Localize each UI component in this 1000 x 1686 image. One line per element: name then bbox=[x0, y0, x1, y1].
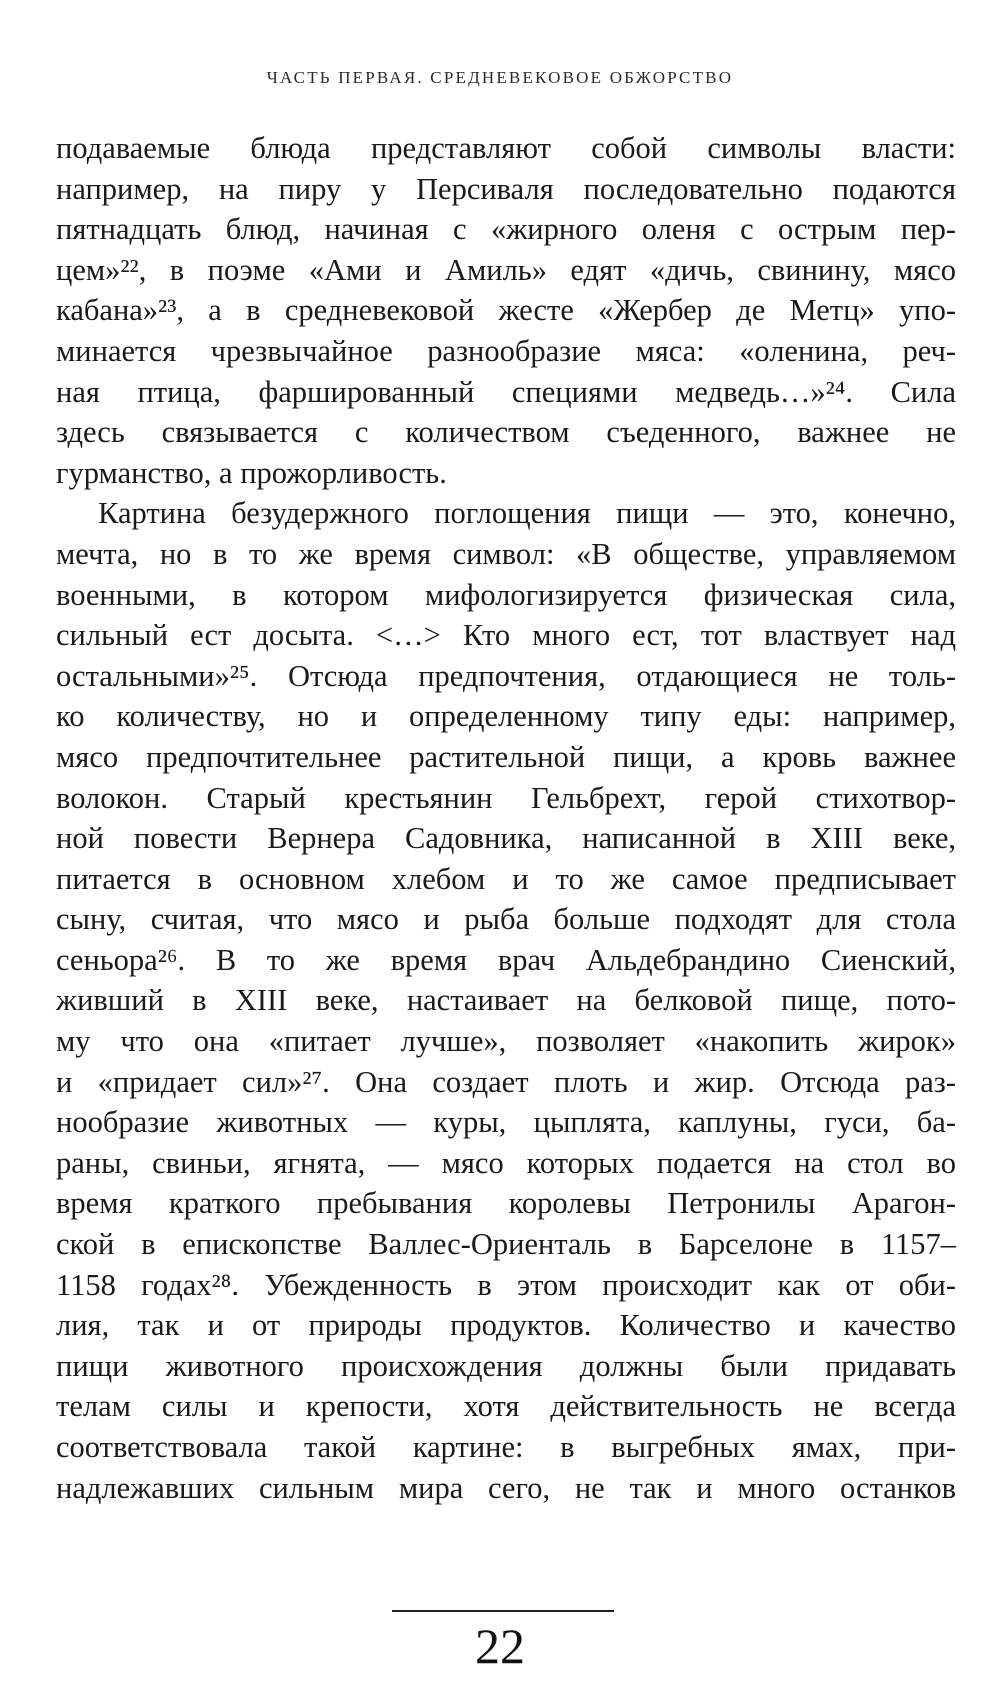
body-text bbox=[56, 128, 956, 1508]
text-line: ная птица, фаршированный специями медведь…»²⁴. Сила bbox=[56, 374, 956, 409]
running-head: ЧАСТЬ ПЕРВАЯ. СРЕДНЕВЕКОВОЕ ОБЖОРСТВО bbox=[266, 68, 734, 87]
text-line: военными, в котором мифологизируется физическая сила, bbox=[56, 577, 956, 612]
text-line: 1158 годах²⁸. Убежденность в этом происходит как от оби- bbox=[56, 1267, 956, 1302]
text-line: подаваемые блюда представляют собой символы власти: bbox=[56, 131, 956, 165]
text-line: волокон. Старый крестьянин Гельбрехт, герой стихотвор- bbox=[56, 780, 956, 815]
text-line: ской в епископстве Валлес-Ориенталь в Барселоне в 1157– bbox=[56, 1227, 956, 1262]
text-line: минается чрезвычайное разнообразие мяса: «оленина, реч- bbox=[56, 333, 956, 368]
text-line: сильный ест досыта. <…> Кто много ест, тот властвует над bbox=[56, 618, 956, 653]
text-line: ной повести Вернера Садовника, написанной в XIII веке, bbox=[56, 821, 956, 856]
text-line: гурманство, а прожорливость. bbox=[56, 455, 447, 490]
text-line: пищи животного происхождения должны были придавать bbox=[56, 1348, 956, 1383]
text-line: кабана»²³, а в средневековой жесте «Жербер де Метц» упо- bbox=[56, 293, 956, 328]
text-line: и «придает сил»²⁷. Она создает плоть и жир. Отсюда раз- bbox=[56, 1064, 956, 1099]
text-line: время краткого пребывания королевы Петронилы Арагон- bbox=[56, 1186, 956, 1221]
text-line: надлежавших сильным мира сего, не так и много останков bbox=[56, 1470, 956, 1505]
text-line: раны, свиньи, ягнята, — мясо которых подается на стол во bbox=[56, 1145, 956, 1180]
text-line: лия, так и от природы продуктов. Количество и качество bbox=[56, 1308, 956, 1343]
text-line: здесь связывается с количеством съеденного, важнее не bbox=[56, 415, 956, 450]
text-line: нообразие животных — куры, цыплята, каплуны, гуси, ба- bbox=[56, 1105, 956, 1140]
page-number: 22 bbox=[475, 1618, 525, 1674]
text-line: живший в XIII веке, настаивает на белковой пище, пото- bbox=[56, 983, 956, 1018]
text-line: му что она «питает лучше», позволяет «накопить жирок» bbox=[56, 1024, 956, 1059]
text-line: например, на пиру у Персиваля последовательно подаются bbox=[56, 171, 956, 206]
text-line: остальными»²⁵. Отсюда предпочтения, отдающиеся не толь- bbox=[56, 658, 956, 693]
text-line: ко количеству, но и определенному типу еды: например, bbox=[56, 699, 956, 734]
text-line: телам силы и крепости, хотя действительность не всегда bbox=[56, 1389, 956, 1424]
text-line: цем»²², в поэме «Ами и Амиль» едят «дичь, свинину, мясо bbox=[56, 252, 956, 287]
text-line: питается в основном хлебом и то же самое предписывает bbox=[56, 861, 956, 896]
text-line: пятнадцать блюд, начиная с «жирного оленя с острым пер- bbox=[56, 212, 956, 247]
page-number-rule bbox=[392, 1610, 614, 1612]
text-line: сыну, считая, что мясо и рыба больше подходят для стола bbox=[56, 902, 956, 937]
text-line: мясо предпочтительнее растительной пищи, а кровь важнее bbox=[56, 739, 956, 774]
text-line: сеньора²⁶. В то же время врач Альдебрандино Сиенский, bbox=[56, 942, 956, 977]
text-line: мечта, но в то же время символ: «В обществе, управляемом bbox=[56, 536, 956, 571]
text-line: Картина безудержного поглощения пищи — это, конечно, bbox=[98, 496, 956, 531]
text-line: соответствовала такой картине: в выгребных ямах, при- bbox=[56, 1430, 956, 1464]
